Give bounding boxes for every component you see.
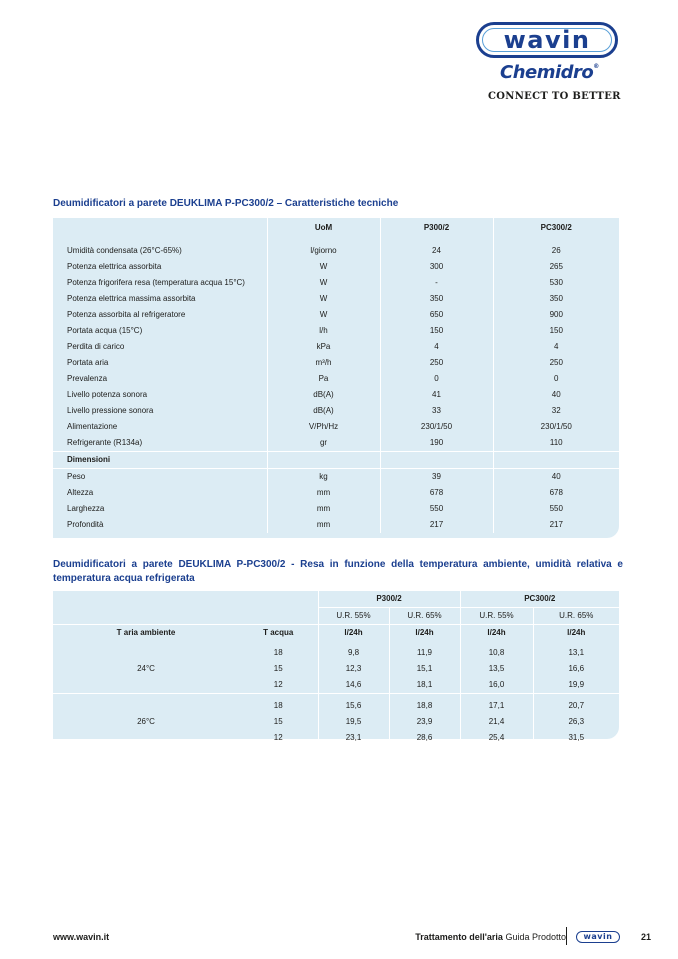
header-water-temp: T acqua [239,625,318,642]
table-row: 24°C 18 9,8 11,9 10,8 13,1 [53,645,619,661]
table-row: Umidità condensata (26°C-65%) l/giorno 24 26 [53,243,619,259]
wavin-logo-text: wavin [503,26,591,54]
table-row: 15 19,5 23,9 21,4 26,3 [53,714,619,730]
performance-table [53,591,619,742]
page-number: 21 [641,932,652,942]
table2-header-row: T aria ambiente T acqua l/24h l/24h l/24h l/24h [53,625,619,642]
table-row: Livello potenza sonora dB(A) 41 40 [53,387,619,403]
table-row: Refrigerante (R134a) gr 190 110 [53,435,619,452]
table-row: Portata acqua (15°C) l/h 150 150 [53,323,619,339]
wavin-chemidro-logo [470,22,630,106]
chemidro-logo: Chemidro® [500,62,599,83]
table-row: Perdita di carico kPa 4 4 [53,339,619,355]
table1-header-row [53,218,619,238]
table-row: Livello pressione sonora dB(A) 33 32 [53,403,619,419]
header-air-temp: T aria ambiente [53,625,239,642]
header-pc300: PC300/2 [493,218,619,238]
table-row: Altezza mm 678 678 [53,485,619,501]
header-p300: P300/2 [380,218,493,238]
table2-humidity-row: U.R. 55% U.R. 65% U.R. 55% U.R. 65% [53,608,619,625]
table-row: Peso kg 39 40 [53,469,619,486]
table-row: Prevalenza Pa 0 0 [53,371,619,387]
air-temp-group: 26°C [137,716,155,726]
table-row: Larghezza mm 550 550 [53,501,619,517]
table-row: 12 23,1 28,6 25,4 31,5 [53,730,619,746]
tech-specs-table [53,218,619,538]
model-p300: P300/2 [318,591,460,608]
table-row: 26°C 18 15,6 18,8 17,1 20,7 [53,698,619,714]
table-row: Profondità mm 217 217 [53,517,619,533]
header-uom: UoM [267,218,380,238]
footer-divider [566,927,567,945]
footer-url[interactable]: www.wavin.it [53,932,110,942]
table-row: 12 14,6 18,1 16,0 19,9 [53,677,619,694]
footer-section: Trattamento dell'aria Guida Prodotto [415,932,566,942]
table2-title: Deumidificatori a parete DEUKLIMA P-PC300/2 - Resa in funzione della temperatura ambiente, umidità relativa e temperatura acqua refrigerata [53,559,623,584]
table-row: Potenza frigorifera resa (temperatura acqua 15°C) W - 530 [53,275,619,291]
table-row: Alimentazione V/Ph/Hz 230/1/50 230/1/50 [53,419,619,435]
dimensions-label: Dimensioni [53,452,267,469]
air-temp-group: 24°C [137,664,155,673]
wavin-logo [476,22,618,58]
table-row: Potenza elettrica assorbita W 300 265 [53,259,619,275]
table-row: Portata aria m³/h 250 250 [53,355,619,371]
table-row: 15 12,3 15,1 13,5 16,6 [53,661,619,677]
table1-title: Deumidificatori a parete DEUKLIMA P-PC300/2 – Caratteristiche tecniche [53,198,399,209]
table2-model-row [53,591,619,608]
table-row: Potenza assorbita al refrigeratore W 650 900 [53,307,619,323]
table-row: Potenza elettrica massima assorbita W 350 350 [53,291,619,307]
footer-wavin-logo: wavin [576,931,620,943]
model-pc300: PC300/2 [460,591,619,608]
brand-tagline: CONNECT TO BETTER [488,91,621,102]
dimensions-header-row [53,452,619,469]
